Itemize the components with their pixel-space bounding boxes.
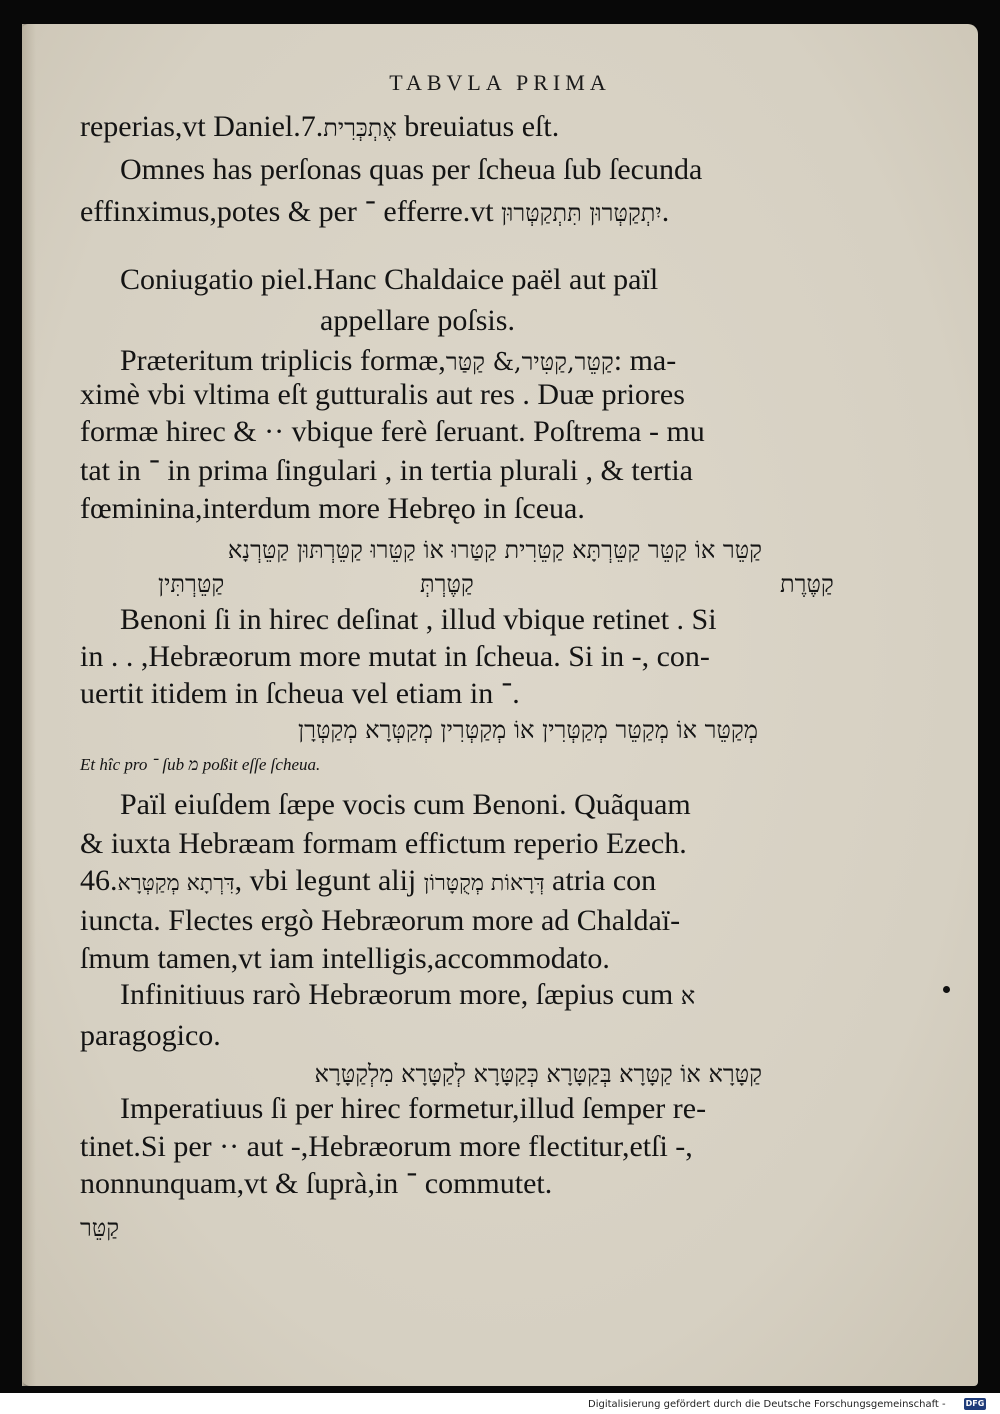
text-line-16 [80, 866, 656, 896]
line-19-hebrew: א [680, 982, 696, 1010]
line-6-hebrew: קַטֵּר,קַטִּיר,& קַטַּר [445, 348, 614, 376]
line-3-latin: effinximus,potes & per ־ efferre.vt [80, 195, 502, 228]
text-line-20: paragogico. [80, 1019, 221, 1052]
line-3-latin-after: . [661, 195, 670, 228]
text-line-11: Benoni ſi in hirec deſinat , illud vbique retinet . Si [120, 603, 717, 636]
line-1-hebrew: אֶתְכְּרִית [323, 114, 397, 142]
digitization-credit: Digitalisierung gefördert durch die Deutsche Forschungsgemeinschaft - [588, 1399, 946, 1410]
text-line-21: Imperatiuus ſi per hirec formetur,illud ſemper re- [120, 1092, 707, 1125]
page-gutter-shadow [22, 24, 36, 1386]
text-line-18: ſmum tamen,vt iam intelligis,accommodato. [80, 942, 610, 975]
line-1-latin: reperias,vt Daniel.7. [80, 110, 324, 143]
text-line-10: fœminina,interdum more Hebręo in ſceua. [80, 492, 585, 525]
catchword: קַטֵּר [80, 1214, 120, 1242]
line-16-latin-after: , vbi legunt alij [234, 864, 424, 897]
text-line-14: Païl eiuſdem ſæpe vocis cum Benoni. Quãquam [120, 788, 691, 821]
line-19-latin: Infinitiuus rarò Hebræorum more, ſæpius cum [120, 978, 681, 1011]
text-line-2: Omnes has perſonas quas per ſcheua ſub ſecunda [120, 153, 703, 186]
text-line-13: uertit itidem in ſcheua vel etiam in ־. [80, 677, 520, 710]
text-line-9: tat in ־ in prima ſingulari , in tertia plurali , & tertia [80, 454, 694, 487]
hebrew-perfect-row-1: קַטֵּר אוֹ קַטֵּר קַטֵּרְתָּא קַטֵּרִית קַטַּרוּ אוֹ קַטֵּרוּ קַטֵּרְתּוּן קַטֵּרְנָא [227, 536, 762, 564]
margin-mark [943, 986, 950, 993]
line-6-latin-after: : ma- [613, 344, 677, 377]
hebrew-perfect-row-2c: קַטֵּרְתִּין [158, 570, 225, 598]
text-line-22: tinet.Si per ·· aut -,Hebræorum more flectitur,etſi -, [80, 1130, 693, 1163]
section-heading-cont: appellare poſsis. [320, 304, 515, 337]
hebrew-perfect-row-2a: קַטֶּרֶת [780, 570, 834, 598]
dfg-logo: DFG [965, 1399, 985, 1408]
hebrew-participle-row: מְקַטֵּר אוֹ מְקַטֵּר מְקַטְּרִין אוֹ מְקַטְּרִין מְקַטְּרָא מְקַטְּרָן [298, 716, 758, 744]
text-line-3 [80, 197, 669, 227]
running-head: TABVLA PRIMA [389, 70, 611, 95]
text-line-12: in . . ,Hebræorum more mutat in ſcheua. Si in -, con- [80, 640, 710, 673]
text-line-7: ximè vbi vltima eſt gutturalis aut res . Duæ priores [80, 378, 685, 411]
line-16-hebrew-2: דְּרָאוֹת מְקֻטָּרוֹן [423, 871, 545, 896]
text-line-6 [120, 346, 676, 376]
hebrew-perfect-row-2b: קַטֶּרְתְּ [420, 570, 474, 598]
line-16-latin-after-2: atria con [544, 864, 657, 897]
text-line-23: nonnunquam,vt & ſuprà,in ־ commutet. [80, 1167, 553, 1200]
line-6-latin: Præteritum triplicis formæ, [120, 344, 446, 377]
section-heading: Coniugatio piel.Hanc Chaldaice paël aut païl [120, 263, 659, 296]
line-16-latin: 46. [80, 864, 118, 897]
line-16-hebrew: דִּרְתָא מְקַטְּרָא [117, 871, 235, 896]
text-line-1 [80, 112, 559, 142]
line-1-latin-after: breuiatus eſt. [396, 110, 560, 143]
side-note: Et hîc pro ־ ſub מ poßit eſſe ſcheua. [80, 755, 321, 774]
text-line-8: formæ hirec & ·· vbique ferè ſeruant. Poſtrema - mu [80, 415, 705, 448]
line-3-hebrew: יִתְקַטְּרוּן תִּתְקַטְּרוּן [501, 199, 662, 227]
text-line-15: & iuxta Hebræam formam effictum reperio Ezech. [80, 827, 687, 860]
hebrew-infinitive-row: קַטָּרָא אוֹ קַטָּרָא בְּקַטָּרָא כְּקַטָּרָא לְקַטָּרָא מִלְקַטָּרָא [314, 1060, 762, 1088]
text-line-19 [120, 980, 695, 1010]
text-line-17: iuncta. Flectes ergò Hebræorum more ad Chaldaï- [80, 904, 681, 937]
